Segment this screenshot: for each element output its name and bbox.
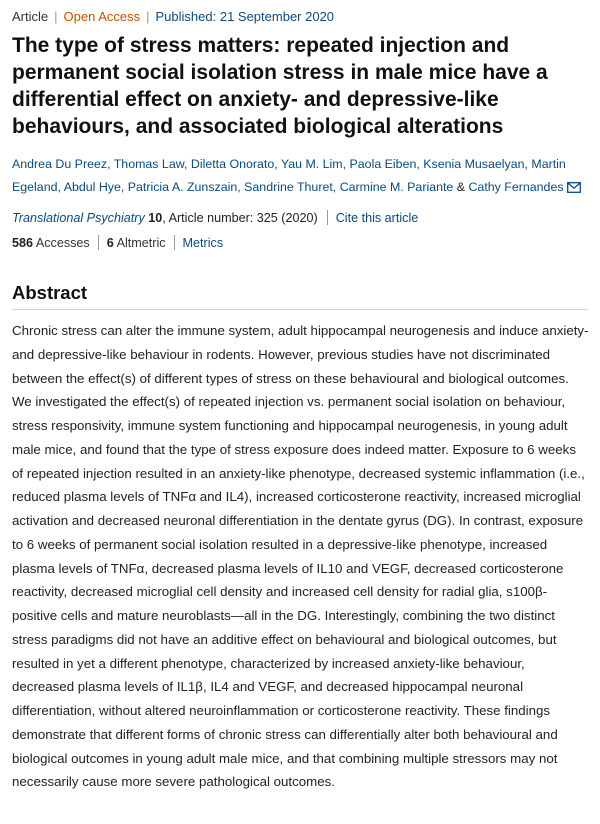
article-meta bbox=[12, 8, 334, 26]
published-date: Published: 21 September 2020 bbox=[155, 9, 335, 24]
envelope-icon[interactable] bbox=[567, 178, 581, 201]
citation-line bbox=[12, 208, 418, 228]
author-link[interactable]: Patricia A. Zunszain bbox=[127, 180, 238, 194]
journal-name-link[interactable]: Translational Psychiatry bbox=[12, 211, 145, 225]
author-link[interactable]: Abdul Hye bbox=[63, 180, 121, 194]
author-link[interactable]: Ksenia Musaelyan bbox=[423, 157, 525, 171]
author-link[interactable]: Carmine M. Pariante bbox=[339, 180, 454, 194]
article-metrics bbox=[12, 233, 223, 253]
author-link[interactable]: Diletta Onorato bbox=[190, 157, 275, 171]
article-title: The type of stress matters: repeated injection and permanent social isolation stress in male mice have a differential effect on anxiety- and depressive-like behaviours, and associated biological alterations bbox=[12, 34, 548, 138]
abstract-text: Chronic stress can alter the immune system, adult hippocampal neurogenesis and induce anxiety- and depressive-like behaviour in rodents. However, previous studies have not discriminated between the effect(s) of different types of stress on these behavioural and biological outcomes. We investigated the effect(s) of repeated injection vs. permanent social isolation on behaviour, stress responsivity, immune system functioning and hippocampal neurogenesis, in young adult male mice, and found that the type of stress exposure does indeed matter. Exposure to 6 weeks of repeated injection resulted in an anxiety-like phenotype, decreased systemic inflammation (i.e., reduced plasma levels of TNFα and IL4), increased corticosterone reactivity, increased microglial activation and decreased neuronal differentiation in the dentate gyrus (DG). In contrast, exposure to 6 weeks of permanent social isolation resulted in a depressive-like phenotype, increased plasma levels of TNFα, decreased plasma levels of IL10 and VEGF, decreased corticosterone reactivity, decreased microglial cell density and increased cell density for radial glia, s100β-positive cells and mature neuroblasts—all in the DG. Interestingly, combining the two distinct stress paradigms did not have an additive effect on behavioural and biological outcomes, but resulted in yet a different phenotype, characterized by increased anxiety-like behaviour, decreased plasma levels of IL1β, IL4 and VEGF, and decreased hippocampal neuronal differentiation, without altered neuroinflammation or corticosterone reactivity. These findings demonstrate that different forms of chronic stress can differentially alter both behavioural and biological outcomes in young adult male mice, and that combining multiple stressors may not necessarily cause more severe pathological outcomes. bbox=[12, 323, 589, 790]
article-number: , Article number: 325 (2020) bbox=[162, 211, 318, 225]
open-access-badge: Open Access bbox=[63, 9, 141, 24]
author-conjunction: & bbox=[456, 180, 466, 194]
metrics-divider bbox=[174, 235, 175, 250]
author-link[interactable]: Andrea Du Preez bbox=[12, 157, 108, 171]
accesses-count: 586 bbox=[12, 236, 34, 250]
author-link[interactable]: Thomas Law bbox=[113, 157, 184, 171]
author-link[interactable]: Martin Egeland bbox=[12, 157, 566, 194]
author-link[interactable]: Yau M. Lim bbox=[280, 157, 343, 171]
corresponding-author-link[interactable]: Cathy Fernandes bbox=[468, 180, 564, 194]
author-link[interactable]: Sandrine Thuret bbox=[244, 180, 333, 194]
abstract-heading: Abstract bbox=[12, 282, 88, 303]
cite-this-article-link[interactable]: Cite this article bbox=[335, 211, 419, 225]
section-divider bbox=[12, 309, 588, 310]
metrics-divider bbox=[98, 235, 99, 250]
altmetric-score: 6 bbox=[106, 236, 114, 250]
meta-separator: | bbox=[54, 9, 58, 24]
journal-volume: 10 bbox=[148, 211, 163, 225]
author-link[interactable]: Paola Eiben bbox=[349, 157, 417, 171]
accesses-label: Accesses bbox=[35, 236, 90, 250]
author-list: Andrea Du Preez, Thomas Law, Diletta Onorato, Yau M. Lim, Paola Eiben, Ksenia Musaelyan, Martin Egeland, Abdul Hye, Patricia A. Zunszain, Sandrine Thuret, Carmine M. Pariante & Cathy Fernandes bbox=[12, 153, 592, 201]
metrics-link[interactable]: Metrics bbox=[182, 236, 224, 250]
meta-separator: | bbox=[146, 9, 150, 24]
altmetric-label: Altmetric bbox=[116, 236, 166, 250]
article-type: Article bbox=[12, 9, 49, 24]
citation-divider bbox=[327, 210, 328, 225]
